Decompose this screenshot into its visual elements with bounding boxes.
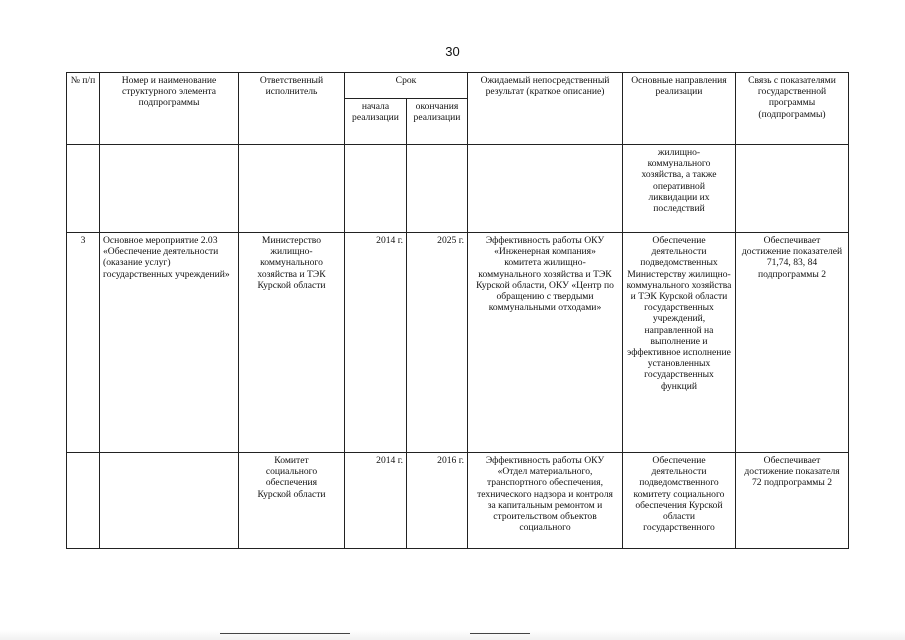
cell-element <box>100 145 239 233</box>
cell-result <box>468 145 623 233</box>
cell-start <box>345 145 407 233</box>
cell-directions: Обеспечение деятельности подведомственных Министерству жилищно-коммунального хозяйства и ТЭК Курской области государственных учреждений, направленной на выполнение и эффективное исполнение установленных государственных функций <box>623 233 736 453</box>
cell-link: Обеспечивает достижение показателей 71,74, 83, 84 подпрограммы 2 <box>736 233 849 453</box>
header-start: начала реализации <box>345 99 407 145</box>
cell-element: Основное мероприятие 2.03 «Обеспечение деятельности (оказание услуг) государственных учреждений» <box>100 233 239 453</box>
header-element: Номер и наименование структурного элемента подпрограммы <box>100 73 239 145</box>
cell-result: Эффективность работы ОКУ «Отдел материального, транспортного обеспечения, технического надзора и контроля за капитальным ремонтом и строительством объектов социального <box>468 453 623 549</box>
cell-num <box>67 145 100 233</box>
scan-mark <box>220 633 350 634</box>
cell-start: 2014 г. <box>345 233 407 453</box>
header-directions: Основные направления реализации <box>623 73 736 145</box>
cell-end <box>407 145 468 233</box>
cell-executor <box>239 145 345 233</box>
cell-link <box>736 145 849 233</box>
cell-link: Обеспечивает достижение показателя 72 подпрограммы 2 <box>736 453 849 549</box>
program-table <box>66 72 849 549</box>
header-link: Связь с показателями государственной программы (подпрограммы) <box>736 73 849 145</box>
table-row <box>67 453 849 549</box>
header-result: Ожидаемый непосредственный результат (краткое описание) <box>468 73 623 145</box>
cell-num: 3 <box>67 233 100 453</box>
header-end: окончания реализации <box>407 99 468 145</box>
page-number: 30 <box>445 44 460 59</box>
cell-directions: жилищно-коммунального хозяйства, а также оперативной ликвидации их последствий <box>623 145 736 233</box>
cell-end: 2025 г. <box>407 233 468 453</box>
scan-mark <box>470 633 530 634</box>
table-row <box>67 145 849 233</box>
cell-end: 2016 г. <box>407 453 468 549</box>
header-executor: Ответственный исполнитель <box>239 73 345 145</box>
scan-bottom-edge <box>0 630 905 640</box>
header-num: № п/п <box>67 73 100 145</box>
cell-element <box>100 453 239 549</box>
cell-result: Эффективность работы ОКУ «Инженерная компания» комитета жилищно-коммунального хозяйства и ТЭК Курской области, ОКУ «Центр по обращению с твердыми коммунальными отходами» <box>468 233 623 453</box>
cell-num <box>67 453 100 549</box>
cell-start: 2014 г. <box>345 453 407 549</box>
cell-executor: Комитет социального обеспечения Курской области <box>239 453 345 549</box>
cell-executor: Министерство жилищно-коммунального хозяйства и ТЭК Курской области <box>239 233 345 453</box>
cell-directions: Обеспечение деятельности подведомственного комитету социального обеспечения Курской области государственного <box>623 453 736 549</box>
table-row <box>67 233 849 453</box>
header-term: Срок <box>345 73 468 99</box>
